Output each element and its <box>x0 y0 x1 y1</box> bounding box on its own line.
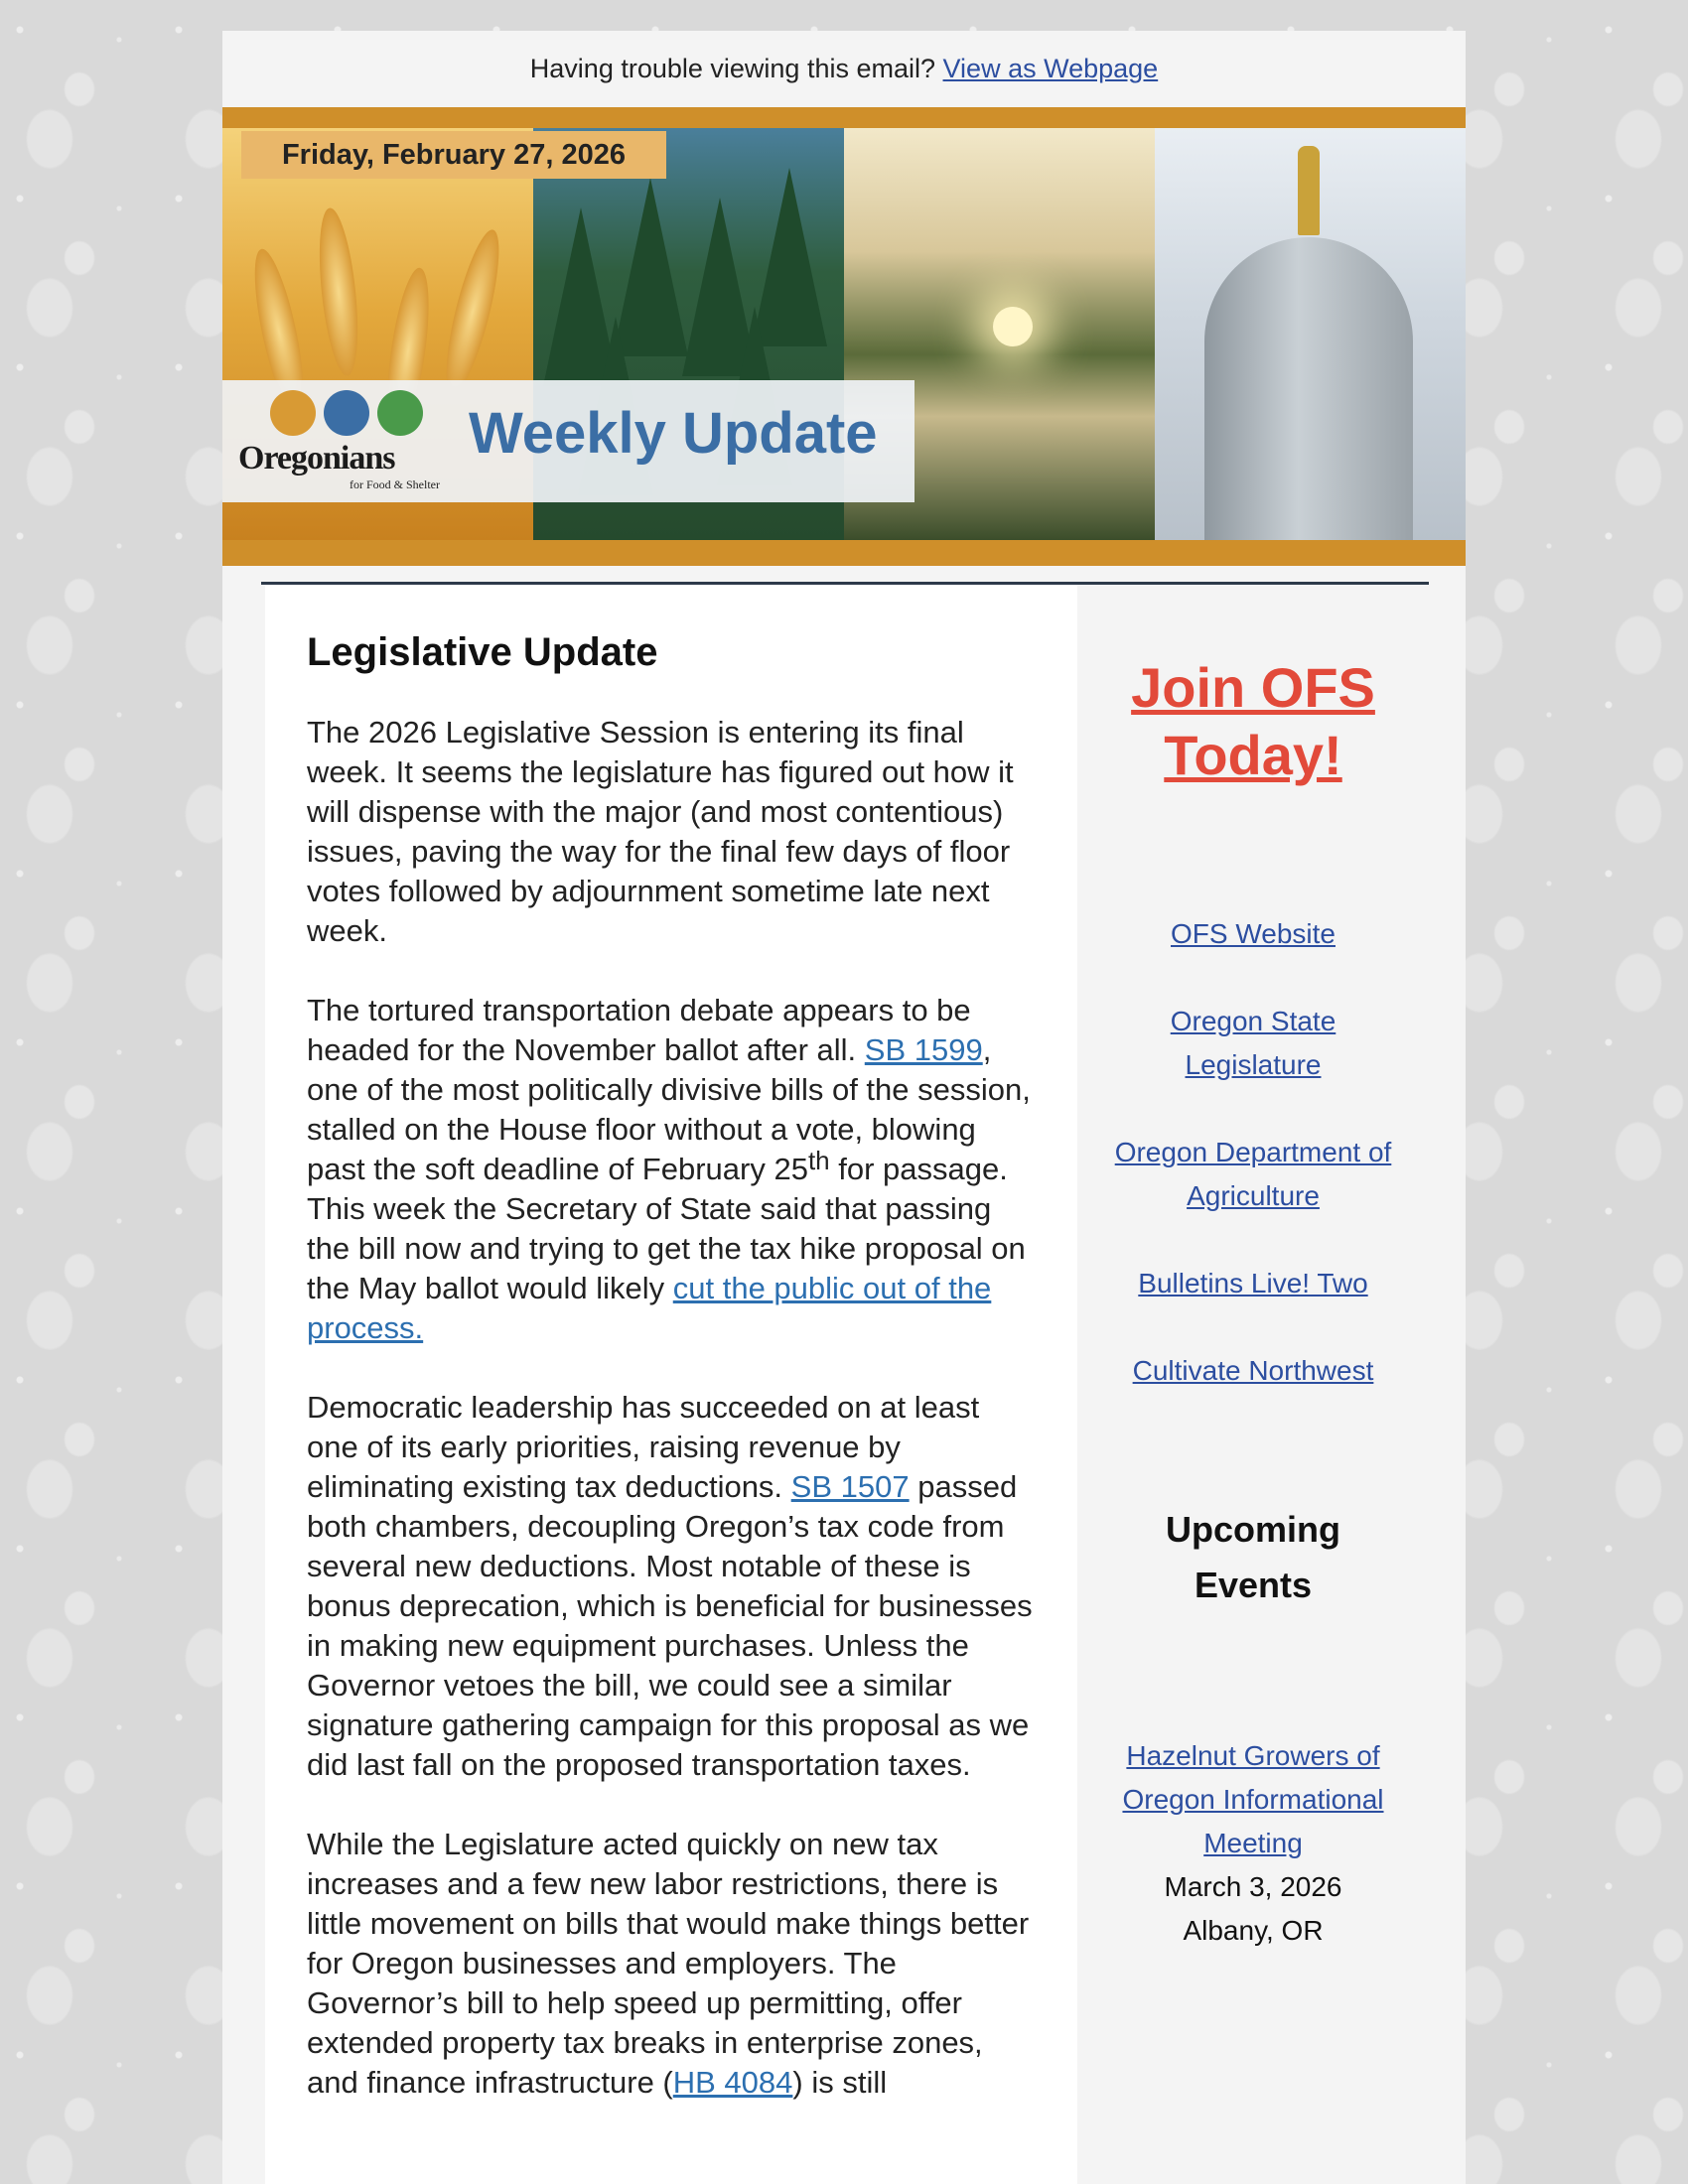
article-paragraph-3: Democratic leadership has succeeded on at least one of its early priorities, raising revenue by eliminating existing tax deductions. SB 1507 passed both chambers, decoupling Oregon’s tax code from several new deductions. Most notable of these is bonus deprecation, which is beneficial for businesses in making new equipment purchases. Unless the Governor vetoes the bill, we could see a similar signature gathering campaign for this proposal as we did last fall on the proposed transportation taxes. <box>307 1390 1033 1782</box>
article-column <box>265 585 1077 2184</box>
oregon-legislature-link[interactable]: Oregon State Legislature <box>1170 1006 1336 1080</box>
pioneer-statue-icon <box>1298 146 1320 235</box>
article-paragraph-1: The 2026 Legislative Session is entering its final week. It seems the legislature has figured out how it will dispense with the major (and most contentious) issues, paving the way for the final few days of floor votes followed by adjournment sometime late next week. <box>307 715 1014 948</box>
view-as-webpage-link[interactable]: View as Webpage <box>942 54 1159 83</box>
ofs-website-link[interactable]: OFS Website <box>1171 918 1336 949</box>
ofs-logo <box>238 388 447 497</box>
event-item <box>1077 1734 1429 1953</box>
sb-1507-link[interactable]: SB 1507 <box>790 1469 910 1504</box>
bulletins-live-link[interactable]: Bulletins Live! Two <box>1138 1268 1368 1298</box>
capitol-dome-icon <box>1204 237 1413 540</box>
capitol-photo <box>1155 128 1466 540</box>
banner-title-box <box>222 380 914 502</box>
issue-date: Friday, February 27, 2026 <box>241 131 666 179</box>
event-location: Albany, OR <box>1183 1915 1324 1946</box>
header-banner <box>222 107 1466 566</box>
article-heading: Legislative Update <box>307 630 658 674</box>
oda-link[interactable]: Oregon Department of Agriculture <box>1114 1137 1392 1211</box>
tree-circle-icon <box>377 390 423 436</box>
email-container <box>222 31 1466 2184</box>
flask-circle-icon <box>324 390 369 436</box>
upcoming-events-heading: Upcoming Events <box>1166 1509 1340 1605</box>
view-online-bar <box>222 31 1466 107</box>
view-online-prompt: Having trouble viewing this email? <box>529 54 936 83</box>
process-article-link[interactable]: cut the public out of the process. <box>307 1271 992 1345</box>
sun-icon <box>993 307 1033 346</box>
hb-4084-link[interactable]: HB 4084 <box>672 2065 793 2100</box>
newsletter-title: Weekly Update <box>469 401 878 466</box>
logo-tagline: for Food & Shelter <box>350 478 440 491</box>
article-paragraph-4: While the Legislature acted quickly on new tax increases and a few new labor restrictions, there is little movement on bills that would make things better for Oregon businesses and employers. The Governor’s bill to help speed up permitting, offer extended property tax breaks in enterprise zones, and finance infrastructure (HB 4084) is still <box>307 1827 1030 2100</box>
logo-wordmark: Oregonians <box>238 440 395 477</box>
sidebar <box>1077 585 1429 2184</box>
cultivate-northwest-link[interactable]: Cultivate Northwest <box>1132 1355 1374 1386</box>
event-title-link[interactable]: Hazelnut Growers of Oregon Informational Meeting <box>1122 1740 1384 1858</box>
resource-links <box>1077 912 1429 1393</box>
sb-1599-link[interactable]: SB 1599 <box>864 1032 983 1067</box>
wheat-circle-icon <box>270 390 316 436</box>
join-ofs-link[interactable]: Join OFS Today! <box>1131 656 1375 786</box>
event-date: March 3, 2026 <box>1164 1871 1342 1902</box>
article-paragraph-2: The tortured transportation debate appears to be headed for the November ballot after all. SB 1599, one of the most politically divisive bills of the session, stalled on the House floor without a vote, blowing past the soft deadline of February 25th for passage. This week the Secretary of State said that passing the bill now and trying to get the tax hike proposal on the May ballot would likely cut the public out of the process. <box>307 993 1031 1345</box>
